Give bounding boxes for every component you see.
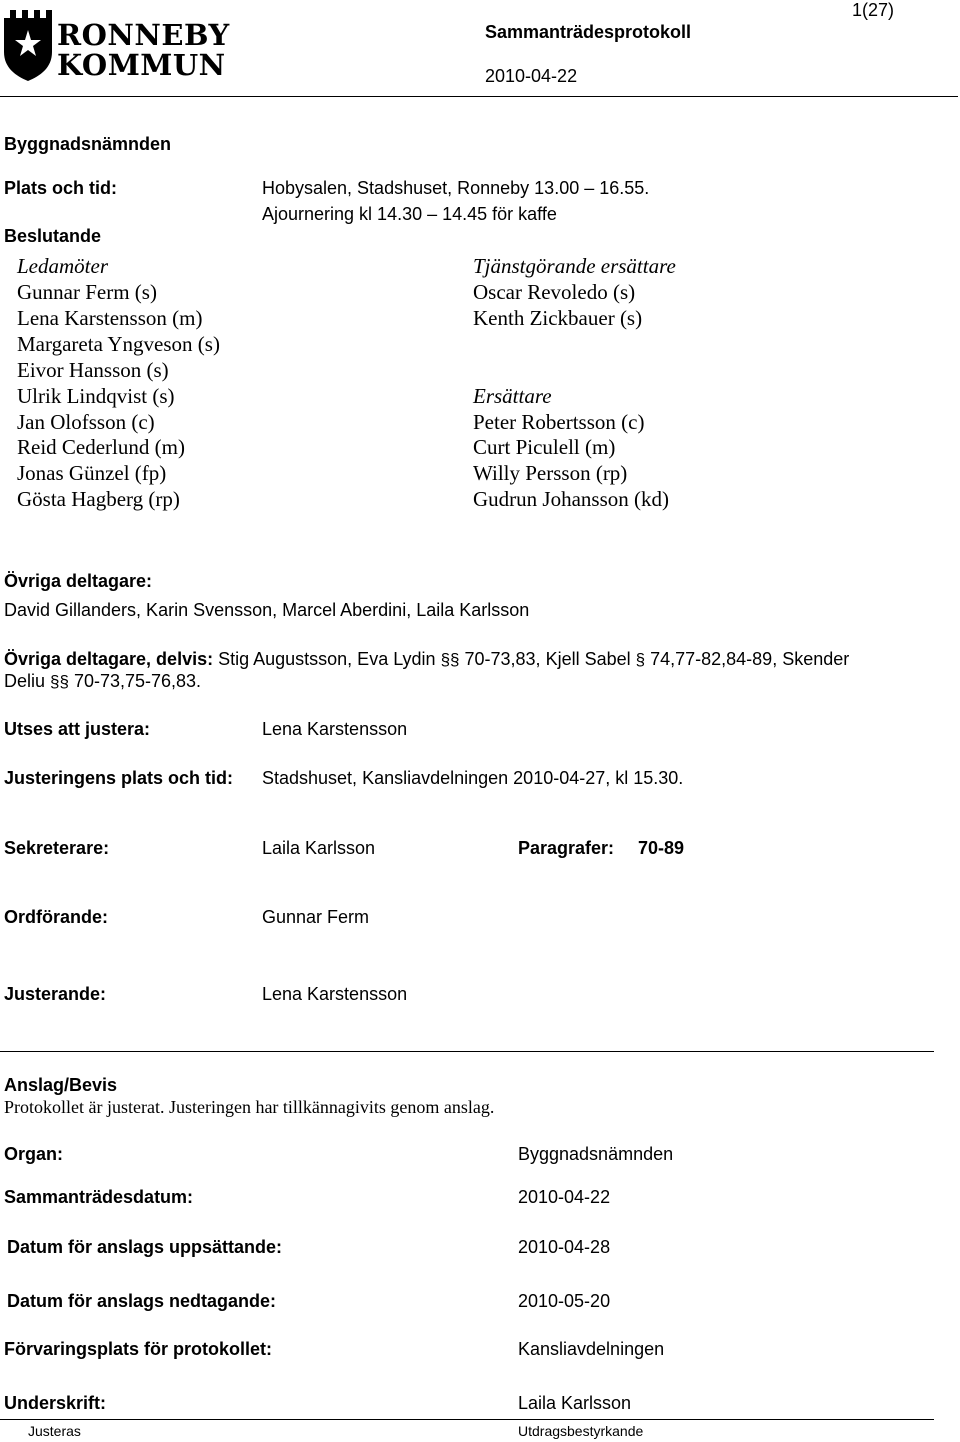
member-name: Gunnar Ferm (s) <box>17 280 157 304</box>
municipality-logo <box>2 4 230 82</box>
page-number: 1(27) <box>852 0 895 20</box>
members-heading: Ledamöter <box>17 254 108 278</box>
footer-rule <box>0 1419 934 1420</box>
notice-heading: Anslag/Bevis <box>4 1075 118 1095</box>
place-label: Plats och tid: <box>4 178 118 198</box>
others-partial-line1 <box>4 649 849 670</box>
chair-label: Ordförande: <box>4 907 109 927</box>
document-type: Sammanträdesprotokoll <box>485 22 692 42</box>
member-name: Eivor Hansson (s) <box>17 358 169 382</box>
member-name: Ulrik Lindqvist (s) <box>17 384 175 408</box>
notice-value-storage: Kansliavdelningen <box>518 1339 665 1359</box>
notice-value-organ: Byggnadsnämnden <box>518 1144 674 1164</box>
adjuster-label: Justerande: <box>4 984 107 1004</box>
others-partial-text: Stig Augustsson, Eva Lydin <box>213 649 441 669</box>
footer-right: Utdragsbestyrkande <box>518 1423 644 1439</box>
member-name: Lena Karstensson (m) <box>17 306 203 330</box>
others-label: Övriga deltagare: <box>4 571 153 591</box>
section-sign-icon: §§ <box>440 650 460 669</box>
member-name: Gösta Hagberg (rp) <box>17 487 180 511</box>
serving-substitute-name: Oscar Revoledo (s) <box>473 280 636 304</box>
notice-value-meeting-date: 2010-04-22 <box>518 1187 611 1207</box>
logo-text-kommun: KOMMUN <box>57 48 226 82</box>
notice-label-posted: Datum för anslags uppsättande: <box>7 1237 283 1257</box>
notice-label-meeting-date: Sammanträdesdatum: <box>4 1187 194 1207</box>
notice-label-removed: Datum för anslags nedtagande: <box>7 1291 277 1311</box>
substitute-name: Gudrun Johansson (kd) <box>473 487 669 511</box>
serving-substitute-name: Kenth Zickbauer (s) <box>473 306 643 330</box>
member-name: Margareta Yngveson (s) <box>17 332 220 356</box>
substitute-name: Peter Robertsson (c) <box>473 410 645 434</box>
others-names: David Gillanders, Karin Svensson, Marcel Aberdini, Laila Karlsson <box>4 600 530 620</box>
member-name: Reid Cederlund (m) <box>17 435 185 459</box>
chair-value: Gunnar Ferm <box>262 907 370 927</box>
adjust-place-value: Stadshuset, Kansliavdelningen 2010-04-27, kl 15.30. <box>262 768 684 788</box>
member-name: Jan Olofsson (c) <box>17 410 155 434</box>
meeting-date: 2010-04-22 <box>485 66 578 86</box>
section-sign-icon: § <box>635 650 646 669</box>
logo-text-ronneby: RONNEBY <box>57 18 230 52</box>
notice-value-signature: Laila Karlsson <box>518 1393 632 1413</box>
place-line2: Ajournering kl 14.30 – 14.45 för kaffe <box>262 204 557 224</box>
committee-name: Byggnadsnämnden <box>4 134 172 154</box>
coat-of-arms-icon <box>2 4 54 82</box>
place-line1: Hobysalen, Stadshuset, Ronneby 13.00 – 16.55. <box>262 178 650 198</box>
footer-left: Justeras <box>28 1423 81 1439</box>
notice-label-signature: Underskrift: <box>4 1393 107 1413</box>
adjust-place-label: Justeringens plats och tid: <box>4 768 234 788</box>
secretary-value: Laila Karlsson <box>262 838 376 858</box>
others-partial-text: 70-73,75-76,83. <box>68 671 202 691</box>
member-name: Jonas Günzel (fp) <box>17 461 167 485</box>
others-partial-text: 74,77-82,84-89, Skender <box>645 649 850 669</box>
others-partial-line2 <box>4 671 201 692</box>
notice-label-storage: Förvaringsplats för protokollet: <box>4 1339 273 1359</box>
substitute-name: Willy Persson (rp) <box>473 461 628 485</box>
others-partial-label: Övriga deltagare, delvis: <box>4 649 214 669</box>
notice-text: Protokollet är justerat. Justeringen har tillkännagivits genom anslag. <box>4 1097 495 1117</box>
secretary-label: Sekreterare: <box>4 838 110 858</box>
beslutande-label: Beslutande <box>4 226 102 246</box>
notice-label-organ: Organ: <box>4 1144 64 1164</box>
paragraphs-value: 70-89 <box>638 838 685 858</box>
notice-value-removed: 2010-05-20 <box>518 1291 611 1311</box>
appointed-value: Lena Karstensson <box>262 719 408 739</box>
paragraphs-label: Paragrafer: <box>518 838 615 858</box>
appointed-label: Utses att justera: <box>4 719 151 739</box>
adjuster-value: Lena Karstensson <box>262 984 408 1004</box>
serving-substitutes-heading: Tjänstgörande ersättare <box>473 254 676 278</box>
substitute-name: Curt Piculell (m) <box>473 435 616 459</box>
section-sign-icon: §§ <box>50 672 69 691</box>
header-rule <box>0 96 958 97</box>
others-partial-text: 70-73,83, Kjell Sabel <box>459 649 636 669</box>
notice-value-posted: 2010-04-28 <box>518 1237 611 1257</box>
others-partial-text: Deliu <box>4 671 51 691</box>
notice-rule <box>0 1051 934 1052</box>
substitutes-heading: Ersättare <box>473 384 552 408</box>
